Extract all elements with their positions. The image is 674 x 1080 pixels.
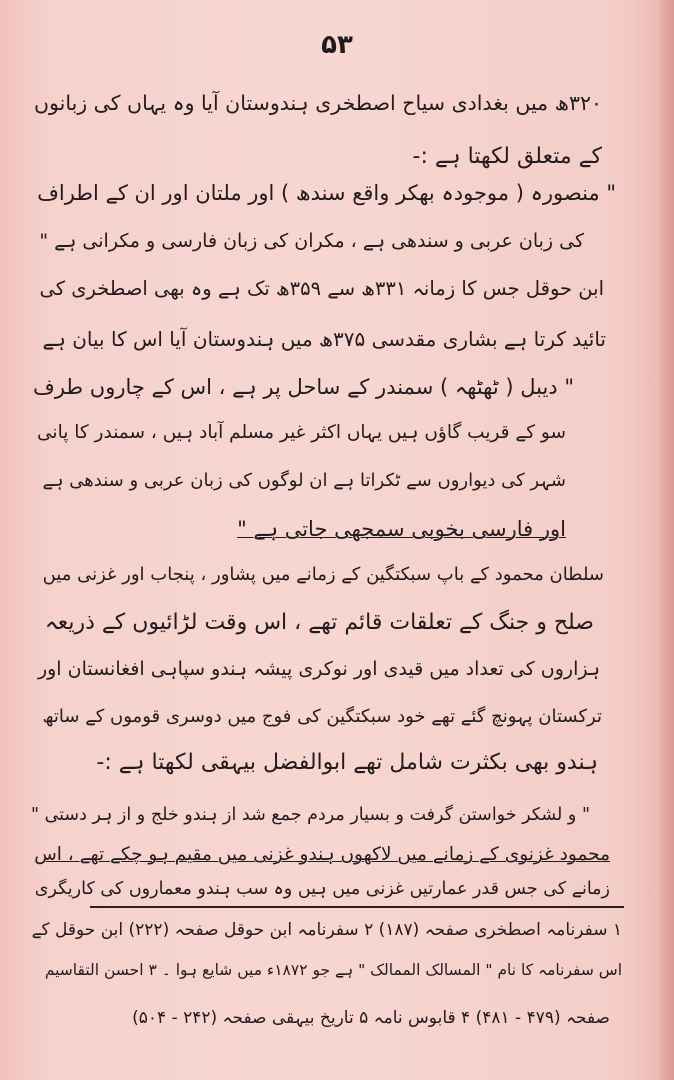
footnote-line: صفحہ (۴۷۹ - ۴۸۱) ۴ قابوس نامہ ۵ تاریخ بیہقی صفحہ (۲۴۲ - ۵۰۴) xyxy=(132,1008,610,1028)
text-line: صلح و جنگ کے تعلقات قائم تھے ، اس وقت لڑائیوں کے ذریعہ xyxy=(44,610,594,635)
text-line: ہندو بھی بکثرت شامل تھے ابوالفضل بیہقی لکھتا ہے :- xyxy=(96,750,598,775)
page-number: ۵۳ xyxy=(321,30,353,60)
text-line: تائید کرتا ہے بشاری مقدسی ۳۷۵ھ میں ہندوستان آیا اس کا بیان ہے xyxy=(42,327,606,351)
text-line: کے متعلق لکھتا ہے :- xyxy=(412,144,602,169)
quote-line: کی زبان عربی و سندھی ہے ، مکران کی زبان فارسی و مکرانی ہے " xyxy=(39,230,584,252)
footnote-line: اس سفرنامہ کا نام " المسالک الممالک " ہے جو ۱۸۷۲ء میں شایع ہوا ۔ ۳ احسن التقاسیم xyxy=(44,961,622,979)
text-line: محمود غزنوی کے زمانے میں لاکھوں ہندو غزنی میں مقیم ہو چکے تھے ، اس xyxy=(34,844,610,865)
quote-line: " منصورہ ( موجودہ بھکر واقع سندھ ) اور ملتان اور ان کے اطراف xyxy=(37,181,616,205)
text-line: ہزاروں کی تعداد میں قیدی اور نوکری پیشہ ہندو سپاہی افغانستان اور xyxy=(37,658,600,680)
quote-line: شہر کی دیواروں سے ٹکراتا ہے ان لوگوں کی زبان عربی و سندھی ہے xyxy=(42,470,566,491)
text-line: ترکستان پہونچ گئے تھے خود سبکتگین کی فوج میں دوسری قوموں کے ساتھ xyxy=(42,706,602,727)
quote-line: " و لشکر خواستن گرفت و بسیار مردم جمع شد از ہندو خلج و از ہر دستی " xyxy=(30,805,590,825)
text-line: سلطان محمود کے باپ سبکتگین کے زمانے میں پشاور ، پنجاب اور غزنی میں xyxy=(42,564,604,585)
quote-line: سو کے قریب گاؤں ہیں یہاں اکثر غیر مسلم آباد ہیں ، سمندر کا پانی xyxy=(37,422,566,443)
footnote-divider xyxy=(90,906,624,908)
footnote-line: ۱ سفرنامہ اصطخری صفحہ (۱۸۷) ۲ سفرنامہ ابن حوقل صفحہ (۲۲۲) ابن حوقل کے xyxy=(31,920,622,940)
page-edge xyxy=(660,0,674,1080)
text-line: ابن حوقل جس کا زمانہ ۳۳۱ھ سے ۳۵۹ھ تک ہے وہ بھی اصطخری کی xyxy=(39,277,604,300)
quote-line: " دیبل ( ٹھٹھہ ) سمندر کے ساحل پر ہے ، اس کے چاروں طرف xyxy=(33,375,574,399)
quote-line: اور فارسی بخوبی سمجھی جاتی ہے " xyxy=(237,517,566,541)
text-line: ۳۲۰ھ میں بغدادی سیاح اصطخری ہندوستان آیا وہ یہاں کی زبانوں xyxy=(33,91,602,115)
text-line: زمانے کی جس قدر عمارتیں غزنی میں ہیں وہ سب ہندو معماروں کی کاریگری xyxy=(34,879,610,899)
